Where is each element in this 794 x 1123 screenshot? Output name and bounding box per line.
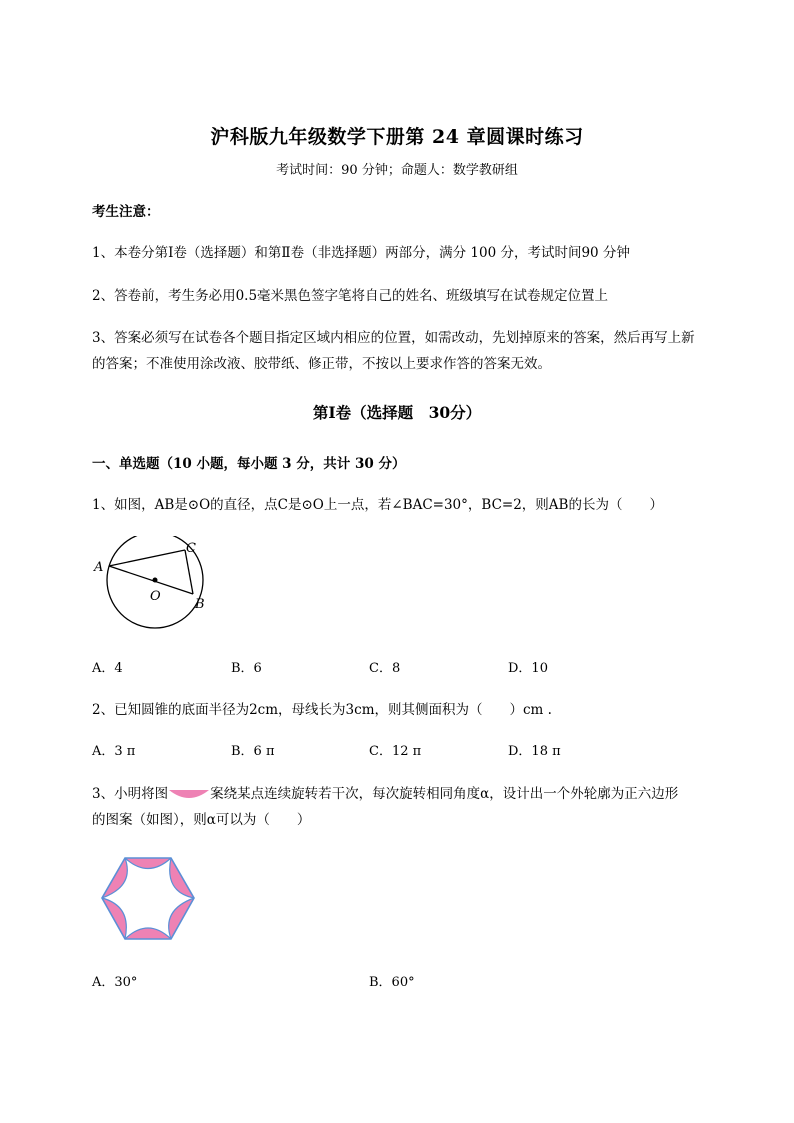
notice-item-3-line1: 3、答案必须写在试卷各个题目指定区域内相应的位置，如需改动，先划掉原来的答案，然后再写上新 [92,330,695,346]
q1-option-d[interactable]: D．10 [508,661,548,676]
exam-info: 考试时间：90 分钟；命题人：数学教研组 [276,163,518,178]
question-3-stem-line1 [92,782,678,803]
q1-option-c[interactable]: C．8 [369,661,401,676]
label-o: O [150,589,161,604]
q2-option-a[interactable]: A．3 π [92,744,136,759]
inner-arcs [102,858,194,939]
chord-ac [109,550,185,566]
notice-item-2: 2、答卷前，考生务必用0.5毫米黑色签字笔将自己的姓名、班级填写在试卷规定位置上 [92,288,609,304]
label-b: B [195,597,205,612]
chord-bc [185,550,193,594]
notice-item-3-line2: 的答案；不准使用涂改液、胶带纸、修正带，不按以上要求作答的答案无效。 [92,356,551,372]
q1-option-a[interactable]: A．4 [92,661,123,676]
q1-option-b[interactable]: B．6 [231,661,262,676]
question-1-figure [88,536,218,636]
label-a: A [94,560,104,575]
section-title: 第Ⅰ卷（选择题 30分） [312,403,482,422]
page-title: 沪科版九年级数学下册第 24 章圆课时练习 [210,126,584,148]
q2-option-d[interactable]: D．18 π [508,744,561,759]
q2-option-b[interactable]: B．6 π [231,744,275,759]
petals [102,858,194,939]
hexagon-outline [102,858,194,939]
question-3-stem-after: 案绕某点连续旋转若干次，每次旋转相同角度α，设计出一个外轮廓为正六边形 [210,786,679,802]
part-heading: 一、单选题（10 小题，每小题 3 分，共计 30 分） [92,456,406,472]
petal-shape-icon [168,787,210,803]
notice-heading: 考生注意： [92,204,160,220]
q2-option-c[interactable]: C．12 π [369,744,422,759]
question-3-stem-line2: 的图案（如图），则α可以为（ ） [92,812,311,828]
q3-option-a[interactable]: A．30° [92,975,138,990]
label-c: C [186,541,196,556]
notice-item-1: 1、本卷分第Ⅰ卷（选择题）和第Ⅱ卷（非选择题）两部分，满分 100 分，考试时间90 分钟 [92,245,630,261]
center-point [153,578,158,583]
question-3-stem-before: 3、小明将图 [92,786,169,802]
question-2-stem: 2、已知圆锥的底面半径为2cm，母线长为3cm，则其侧面积为（ ）cm . [92,702,552,718]
q3-option-b[interactable]: B．60° [369,975,415,990]
question-1-stem: 1、如图，AB是⊙O的直径，点C是⊙O上一点，若∠BAC=30°，BC=2，则AB的长为（ ） [92,497,663,513]
hexagon-pattern-figure [98,855,198,945]
